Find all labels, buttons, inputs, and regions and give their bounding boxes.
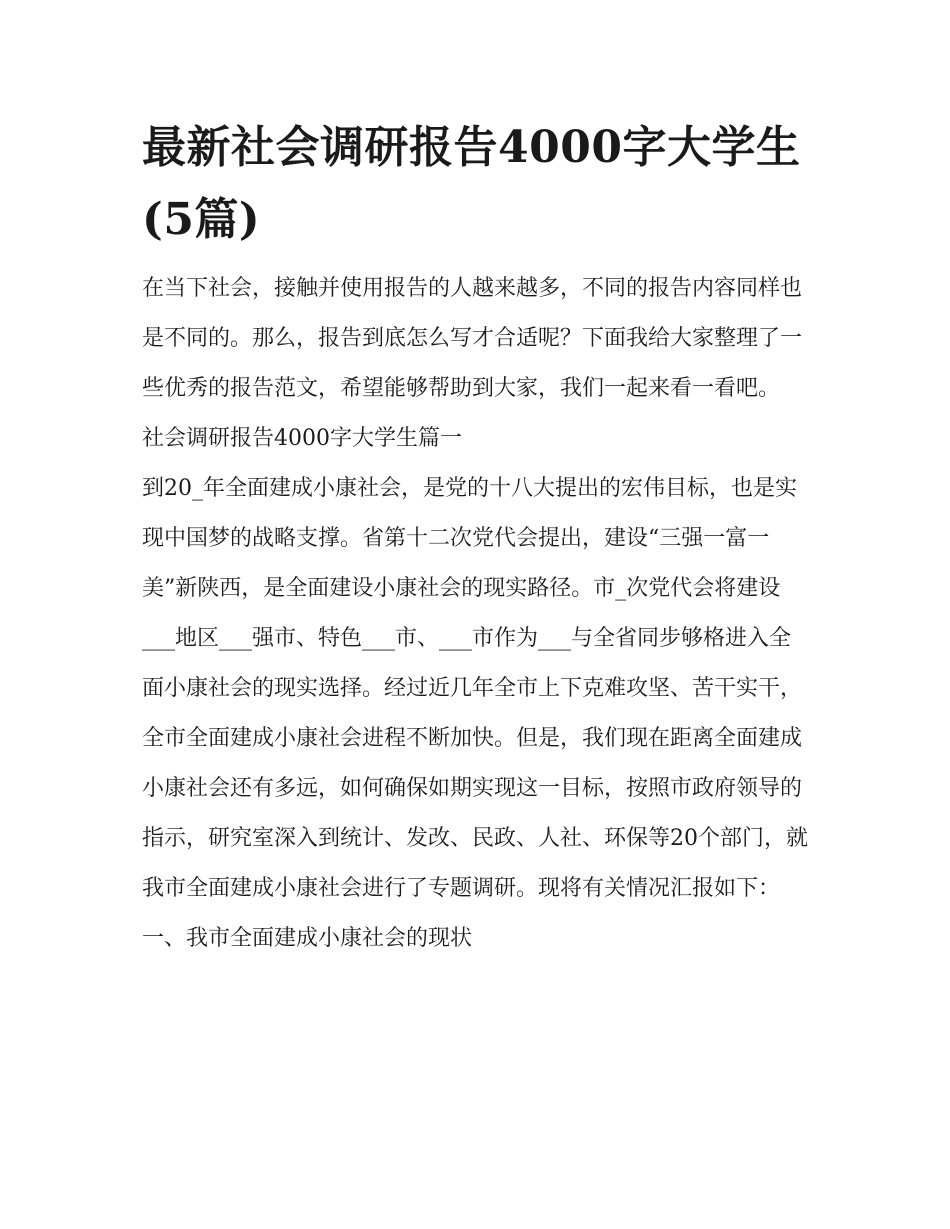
- body-paragraph: 到20_年全面建成小康社会，是党的十八大提出的宏伟目标，也是实现中国梦的战略支撑。省第十二次党代会提出，建设“三强一富一美”新陕西，是全面建设小康社会的现实路径。市_次党代会将建设___地区___强市、特色___市、___市作为___与全省同步够格进入全面小康社会的现实选择。经过近几年全市上下克难攻坚、苦干实干，全市全面建成小康社会进程不断加快。但是，我们现在距离全面建成小康社会还有多远，如何确保如期实现这一目标，按照市政府领导的指示，研究室深入到统计、发改、民政、人社、环保等20个部门，就我市全面建成小康社会进行了专题调研。现将有关情况汇报如下：: [142, 476, 808, 901]
- subheading: 一、我市全面建成小康社会的现状: [142, 926, 473, 951]
- document-page: [142, 112, 812, 964]
- document-title: 最新社会调研报告4000字大学生(5篇): [142, 122, 801, 245]
- section-heading: 社会调研报告4000字大学生篇一: [142, 426, 462, 451]
- intro-paragraph: 在当下社会，接触并使用报告的人越来越多，不同的报告内容同样也是不同的。那么，报告到底怎么写才合适呢？下面我给大家整理了一些优秀的报告范文，希望能够帮助到大家，我们一起来看一看吧。: [142, 276, 803, 401]
